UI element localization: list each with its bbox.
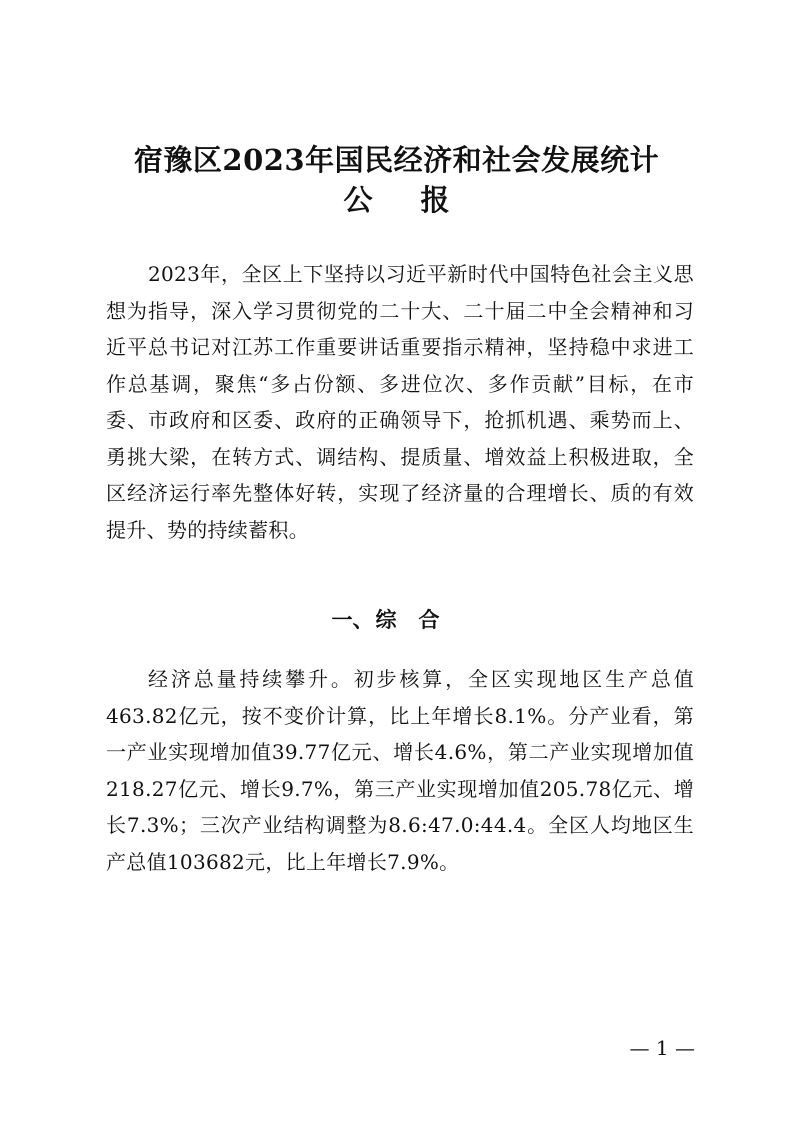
document-title: 宿豫区2023年国民经济和社会发展统计 xyxy=(133,143,660,177)
paragraph-lead: 经济总量持续攀升。 xyxy=(148,667,354,691)
section-number: 一、 xyxy=(331,607,374,632)
economy-paragraph xyxy=(106,661,694,880)
page-number: — 1 — xyxy=(629,1036,695,1060)
economy-text: 初步核算，全区实现地区生产总值463.82亿元，按不变价计算，比上年增长8.1%。分产业看，第一产业实现增加值39.77亿元、增长4.6%，第二产业实现增加值218.27亿元、增长9.7%，第三产业实现增加值205.78亿元、增长7.3%；三次产业结构调整为8.6:47.0:44.4。全区人均地区生产总值103682元，比上年增长7.9%。 xyxy=(106,667,695,874)
intro-paragraph xyxy=(106,256,694,548)
section-name: 综合 xyxy=(375,607,462,632)
section-heading xyxy=(0,604,793,636)
intro-text: 2023年，全区上下坚持以习近平新时代中国特色社会主义思想为指导，深入学习贯彻党的二十大、二十届二中全会精神和习近平总书记对江苏工作重要讲话重要指示精神，坚持稳中求进工作总基调，聚焦“多占份额、多进位次、多作贡献”目标，在市委、市政府和区委、政府的正确领导下，抢抓机遇、乘势而上、勇挑大梁，在转方式、调结构、提质量、增效益上积极进取，全区经济运行率先整体好转，实现了经济量的合理增长、质的有效提升、势的持续蓄积。 xyxy=(106,262,694,542)
document-title-line2: 公报 xyxy=(343,183,498,217)
